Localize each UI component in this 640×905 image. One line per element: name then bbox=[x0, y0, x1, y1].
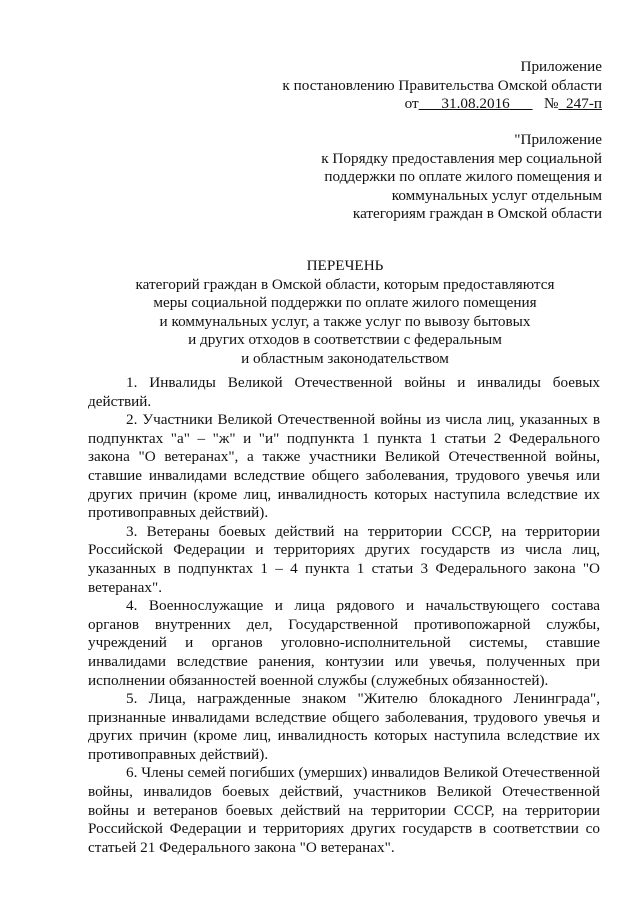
date-value-underlined bbox=[419, 95, 533, 112]
header-appendix-label: Приложение bbox=[520, 58, 602, 75]
appendix-line: к Порядку предоставления мер социальной bbox=[321, 149, 602, 167]
document-title-block bbox=[60, 257, 630, 369]
number-value-underlined bbox=[558, 95, 602, 112]
date-value: 31.08.2016 bbox=[441, 95, 510, 113]
list-item: 4. Военнослужащие и лица рядового и начальствующего состава органов внутренних дел, Государственной противопожарной службы, учреждений и органов уголовно-исполнительной системы, ставшие инвалидами вследствие ранения, контузии или увечья, полученных при исполнении обязанностей военной службы (служебных обязанностей). bbox=[88, 597, 600, 689]
subtitle-line: и коммунальных услуг, а также услуг по вывозу бытовых bbox=[159, 312, 531, 330]
list-item: 2. Участники Великой Отечественной войны из числа лиц, указанных в подпунктах "а" – "ж" и "и" подпункта 1 пункта 1 статьи 2 Федерального закона "О ветеранах", а также участники Великой Отечественной войны, ставшие инвалидами вследствие общего заболевания, трудового увечья или других причин (кроме лиц, инвалидность которых наступила вследствие их противоправных действий). bbox=[88, 411, 600, 522]
appendix-line: "Приложение bbox=[514, 131, 602, 148]
categories-list bbox=[88, 374, 600, 857]
number-prefix: № bbox=[543, 95, 559, 113]
appendix-reference bbox=[321, 131, 602, 224]
list-item: 1. Инвалиды Великой Отечественной войны и инвалиды боевых действий. bbox=[88, 374, 600, 410]
header-date-number-line bbox=[282, 95, 602, 114]
subtitle-line: и других отходов в соответствии с федеральным bbox=[188, 331, 502, 349]
list-item: 5. Лица, награжденные знаком "Жителю блокадного Ленинграда", признанные инвалидами вследствие общего заболевания, трудового увечья и других причин (кроме лиц, инвалидность которых наступила вследствие их противоправных действий). bbox=[88, 690, 600, 763]
appendix-line: коммунальных услуг отдельным bbox=[391, 186, 602, 204]
subtitle-line: и областным законодательством bbox=[241, 349, 449, 367]
subtitle-line: категорий граждан в Омской области, которым предоставляются bbox=[135, 275, 555, 293]
document-heading: ПЕРЕЧЕНЬ bbox=[306, 257, 384, 274]
appendix-line: категориям граждан в Омской области bbox=[352, 205, 602, 223]
header-resolution-line: к постановлению Правительства Омской области bbox=[282, 76, 602, 94]
date-prefix: от bbox=[404, 95, 419, 113]
appendix-line: поддержки по оплате жилого помещения и bbox=[324, 168, 602, 186]
number-value: 247-п bbox=[566, 95, 602, 113]
subtitle-line: меры социальной поддержки по оплате жилого помещения bbox=[153, 294, 537, 312]
approval-header bbox=[282, 58, 602, 114]
list-item: 3. Ветераны боевых действий на территории СССР, на территории Российской Федерации и территориях других государств из числа лиц, указанных в подпунктах 1 – 4 пункта 1 статьи 3 Федерального закона "О ветеранах". bbox=[88, 522, 600, 596]
list-item: 6. Члены семей погибших (умерших) инвалидов Великой Отечественной войны, инвалидов боевых действий, участников Великой Отечественной войны и ветеранов боевых действий на территории СССР, на территории Российской Федерации и территориях других государств в соответствии со статьей 21 Федерального закона "О ветеранах". bbox=[88, 764, 600, 856]
